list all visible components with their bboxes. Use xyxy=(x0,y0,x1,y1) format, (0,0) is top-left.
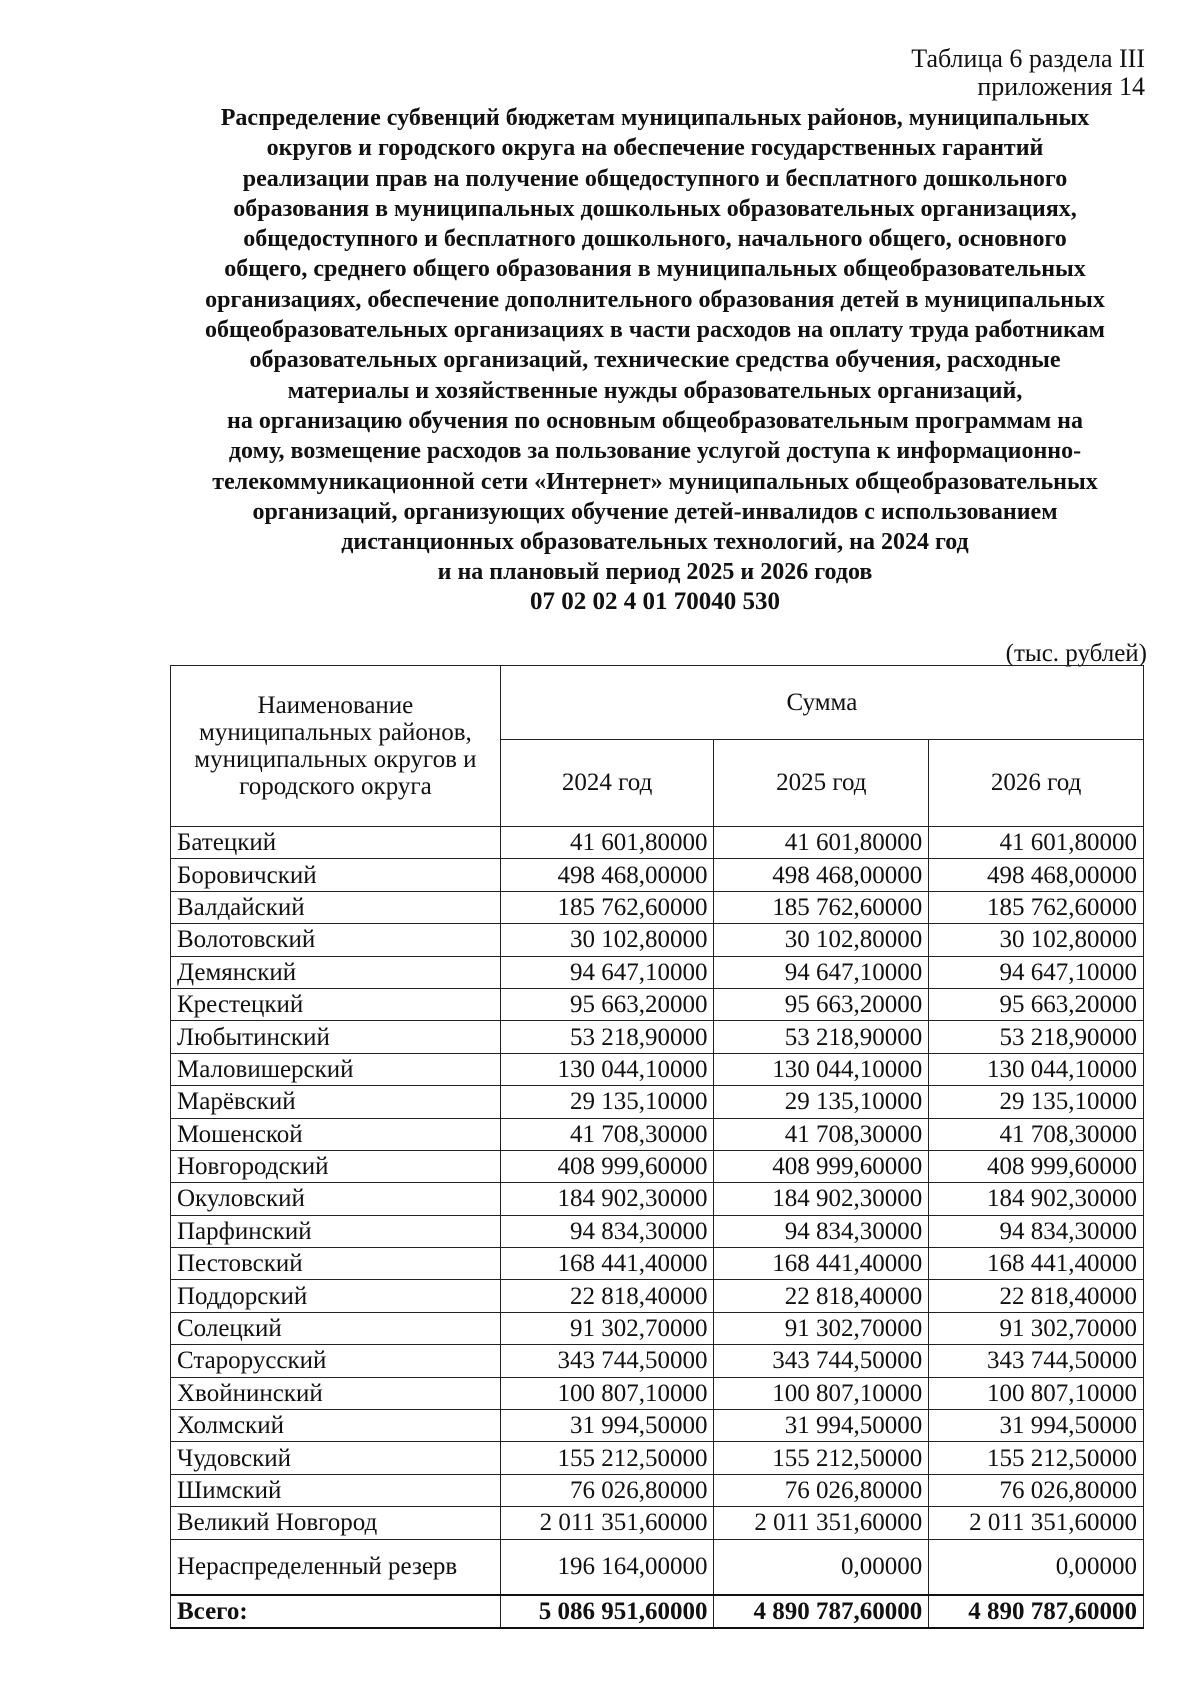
district-name-cell: Солецкий xyxy=(171,1312,501,1344)
value-2026-cell: 53 218,90000 xyxy=(929,1021,1144,1053)
value-2024-cell: 31 994,50000 xyxy=(500,1410,714,1442)
value-2025-cell: 168 441,40000 xyxy=(714,1248,929,1280)
value-2024-cell: 100 807,10000 xyxy=(500,1377,714,1409)
value-2025-cell: 185 762,60000 xyxy=(714,891,929,923)
value-2024-cell: 41 708,30000 xyxy=(500,1118,714,1150)
title-line: на организацию обучения по основным общеобразовательным программам на xyxy=(226,407,1084,434)
value-2026-cell: 408 999,60000 xyxy=(929,1150,1144,1182)
value-2024-cell: 168 441,40000 xyxy=(500,1248,714,1280)
value-2026-cell: 41 708,30000 xyxy=(929,1118,1144,1150)
value-2024-cell: 91 302,70000 xyxy=(500,1312,714,1344)
value-2025-cell: 29 135,10000 xyxy=(714,1086,929,1118)
title-line: реализации прав на получение общедоступного и бесплатного дошкольного xyxy=(242,165,1068,192)
value-2026-cell: 94 647,10000 xyxy=(929,956,1144,988)
value-2024-cell: 29 135,10000 xyxy=(500,1086,714,1118)
table-row xyxy=(171,1215,1144,1247)
value-2025-cell: 94 647,10000 xyxy=(714,956,929,988)
value-2025-cell: 41 601,80000 xyxy=(714,827,929,859)
value-2024-cell: 76 026,80000 xyxy=(500,1474,714,1506)
district-name-cell: Холмский xyxy=(171,1410,501,1442)
title-line: организациях, обеспечение дополнительного образования детей в муниципальных xyxy=(205,286,1105,313)
value-2026-cell: 95 663,20000 xyxy=(929,988,1144,1020)
table-row xyxy=(171,1474,1144,1506)
district-name-cell: Демянский xyxy=(171,956,501,988)
table-row xyxy=(171,1150,1144,1182)
district-name-cell: Батецкий xyxy=(171,827,501,859)
table-row xyxy=(171,1086,1144,1118)
value-2026-cell: 29 135,10000 xyxy=(929,1086,1144,1118)
table-row xyxy=(171,1539,1144,1595)
value-2024-cell: 53 218,90000 xyxy=(500,1021,714,1053)
value-2024-cell: 94 647,10000 xyxy=(500,956,714,988)
value-2026-cell: 30 102,80000 xyxy=(929,924,1144,956)
value-2026-cell: 0,00000 xyxy=(929,1539,1144,1595)
reference-line-appendix: приложения 14 xyxy=(977,72,1145,101)
table-row xyxy=(171,988,1144,1020)
district-name-cell: Чудовский xyxy=(171,1442,501,1474)
value-2025-cell: 31 994,50000 xyxy=(714,1410,929,1442)
table-row xyxy=(171,956,1144,988)
value-2024-cell: 2 011 351,60000 xyxy=(500,1507,714,1539)
units-note: (тыс. рублей) xyxy=(1005,640,1147,667)
value-2024-cell: 41 601,80000 xyxy=(500,827,714,859)
title-line: дому, возмещение расходов за пользование услугой доступа к информационно- xyxy=(228,438,1082,465)
value-2024-cell: 155 212,50000 xyxy=(500,1442,714,1474)
value-2025-cell: 53 218,90000 xyxy=(714,1021,929,1053)
table-row xyxy=(171,1345,1144,1377)
value-2024-cell: 30 102,80000 xyxy=(500,924,714,956)
district-name-cell: Великий Новгород xyxy=(171,1507,501,1539)
district-name-cell: Старорусский xyxy=(171,1345,501,1377)
value-2026-cell: 91 302,70000 xyxy=(929,1312,1144,1344)
value-2024-cell: 130 044,10000 xyxy=(500,1053,714,1085)
value-2025-cell: 343 744,50000 xyxy=(714,1345,929,1377)
title-line: образования в муниципальных дошкольных образовательных организациях, xyxy=(233,195,1077,222)
district-name-cell: Марёвский xyxy=(171,1086,501,1118)
title-line: Распределение субвенций бюджетам муниципальных районов, муниципальных xyxy=(220,105,1090,131)
value-2025-cell: 408 999,60000 xyxy=(714,1150,929,1182)
column-header-2025: 2025 год xyxy=(714,740,929,827)
value-2026-cell: 155 212,50000 xyxy=(929,1442,1144,1474)
table-row xyxy=(171,1118,1144,1150)
district-name-cell: Новгородский xyxy=(171,1150,501,1182)
value-2026-cell: 185 762,60000 xyxy=(929,891,1144,923)
district-name-cell: Всего: xyxy=(171,1595,501,1628)
value-2026-cell: 76 026,80000 xyxy=(929,1474,1144,1506)
value-2024-cell: 95 663,20000 xyxy=(500,988,714,1020)
title-line: общедоступного и бесплатного дошкольного, начального общего, основного xyxy=(243,226,1067,253)
title-line: и на плановый период 2025 и 2026 годов xyxy=(437,559,873,586)
value-2025-cell: 30 102,80000 xyxy=(714,924,929,956)
table-row xyxy=(171,924,1144,956)
value-2026-cell: 100 807,10000 xyxy=(929,1377,1144,1409)
value-2025-cell: 0,00000 xyxy=(714,1539,929,1595)
subvention-distribution-table xyxy=(170,665,1144,1629)
column-header-name: Наименование муниципальных районов, муниципальных округов и городского округа xyxy=(171,666,501,827)
value-2024-cell: 498 468,00000 xyxy=(500,859,714,891)
value-2025-cell: 76 026,80000 xyxy=(714,1474,929,1506)
document-title xyxy=(160,103,1150,588)
district-name-cell: Поддорский xyxy=(171,1280,501,1312)
value-2026-cell: 343 744,50000 xyxy=(929,1345,1144,1377)
value-2024-cell: 408 999,60000 xyxy=(500,1150,714,1182)
table-row xyxy=(171,1248,1144,1280)
district-name-cell: Мошенской xyxy=(171,1118,501,1150)
value-2024-cell: 94 834,30000 xyxy=(500,1215,714,1247)
title-line: общеобразовательных организациях в части расходов на оплату труда работникам xyxy=(205,317,1105,344)
value-2026-cell: 31 994,50000 xyxy=(929,1410,1144,1442)
value-2025-cell: 94 834,30000 xyxy=(714,1215,929,1247)
district-name-cell: Шимский xyxy=(171,1474,501,1506)
district-name-cell: Маловишерский xyxy=(171,1053,501,1085)
table-row xyxy=(171,1280,1144,1312)
value-2025-cell: 130 044,10000 xyxy=(714,1053,929,1085)
table-row xyxy=(171,1410,1144,1442)
table-row xyxy=(171,827,1144,859)
district-name-cell: Крестецкий xyxy=(171,988,501,1020)
value-2025-cell: 2 011 351,60000 xyxy=(714,1507,929,1539)
title-line: организаций, организующих обучение детей-инвалидов с использованием xyxy=(252,498,1058,525)
title-line: дистанционных образовательных технологий, на 2024 год xyxy=(341,529,969,556)
value-2025-cell: 100 807,10000 xyxy=(714,1377,929,1409)
table-row xyxy=(171,1183,1144,1215)
table-row xyxy=(171,1377,1144,1409)
district-name-cell: Окуловский xyxy=(171,1183,501,1215)
title-line: материалы и хозяйственные нужды образовательных организаций, xyxy=(287,377,1023,404)
table-row xyxy=(171,1021,1144,1053)
table-reference xyxy=(745,45,1145,101)
value-2025-cell: 22 818,40000 xyxy=(714,1280,929,1312)
title-line: телекоммуникационной сети «Интернет» муниципальных общеобразовательных xyxy=(212,468,1098,495)
value-2025-cell: 498 468,00000 xyxy=(714,859,929,891)
value-2024-cell: 185 762,60000 xyxy=(500,891,714,923)
value-2024-cell: 5 086 951,60000 xyxy=(500,1595,714,1628)
value-2026-cell: 2 011 351,60000 xyxy=(929,1507,1144,1539)
value-2026-cell: 4 890 787,60000 xyxy=(929,1595,1144,1628)
value-2026-cell: 41 601,80000 xyxy=(929,827,1144,859)
district-name-cell: Хвойнинский xyxy=(171,1377,501,1409)
value-2025-cell: 91 302,70000 xyxy=(714,1312,929,1344)
column-header-2024: 2024 год xyxy=(500,740,714,827)
total-row xyxy=(171,1595,1144,1628)
district-name-cell: Валдайский xyxy=(171,891,501,923)
table-row xyxy=(171,1442,1144,1474)
district-name-cell: Боровичский xyxy=(171,859,501,891)
table-row xyxy=(171,1312,1144,1344)
table-row xyxy=(171,859,1144,891)
value-2025-cell: 155 212,50000 xyxy=(714,1442,929,1474)
column-header-sum: Сумма xyxy=(500,666,1143,740)
value-2026-cell: 22 818,40000 xyxy=(929,1280,1144,1312)
district-name-cell: Волотовский xyxy=(171,924,501,956)
reference-line-table: Таблица 6 раздела III xyxy=(911,44,1145,73)
value-2026-cell: 168 441,40000 xyxy=(929,1248,1144,1280)
table-row xyxy=(171,1053,1144,1085)
district-name-cell: Нераспределенный резерв xyxy=(171,1539,501,1595)
column-header-2026: 2026 год xyxy=(929,740,1144,827)
value-2024-cell: 196 164,00000 xyxy=(500,1539,714,1595)
value-2026-cell: 184 902,30000 xyxy=(929,1183,1144,1215)
budget-classification-code: 07 02 02 4 01 70040 530 xyxy=(530,588,780,615)
value-2025-cell: 4 890 787,60000 xyxy=(714,1595,929,1628)
district-name-cell: Пестовский xyxy=(171,1248,501,1280)
value-2024-cell: 184 902,30000 xyxy=(500,1183,714,1215)
title-line: общего, среднего общего образования в муниципальных общеобразовательных xyxy=(224,256,1086,283)
value-2025-cell: 41 708,30000 xyxy=(714,1118,929,1150)
table-row xyxy=(171,1507,1144,1539)
district-name-cell: Парфинский xyxy=(171,1215,501,1247)
title-line: округов и городского округа на обеспечение государственных гарантий xyxy=(266,135,1044,162)
value-2026-cell: 94 834,30000 xyxy=(929,1215,1144,1247)
value-2024-cell: 22 818,40000 xyxy=(500,1280,714,1312)
value-2026-cell: 498 468,00000 xyxy=(929,859,1144,891)
district-name-cell: Любытинский xyxy=(171,1021,501,1053)
table-row xyxy=(171,891,1144,923)
value-2026-cell: 130 044,10000 xyxy=(929,1053,1144,1085)
title-line: образовательных организаций, технические средства обучения, расходные xyxy=(249,347,1061,374)
value-2025-cell: 95 663,20000 xyxy=(714,988,929,1020)
value-2025-cell: 184 902,30000 xyxy=(714,1183,929,1215)
value-2024-cell: 343 744,50000 xyxy=(500,1345,714,1377)
